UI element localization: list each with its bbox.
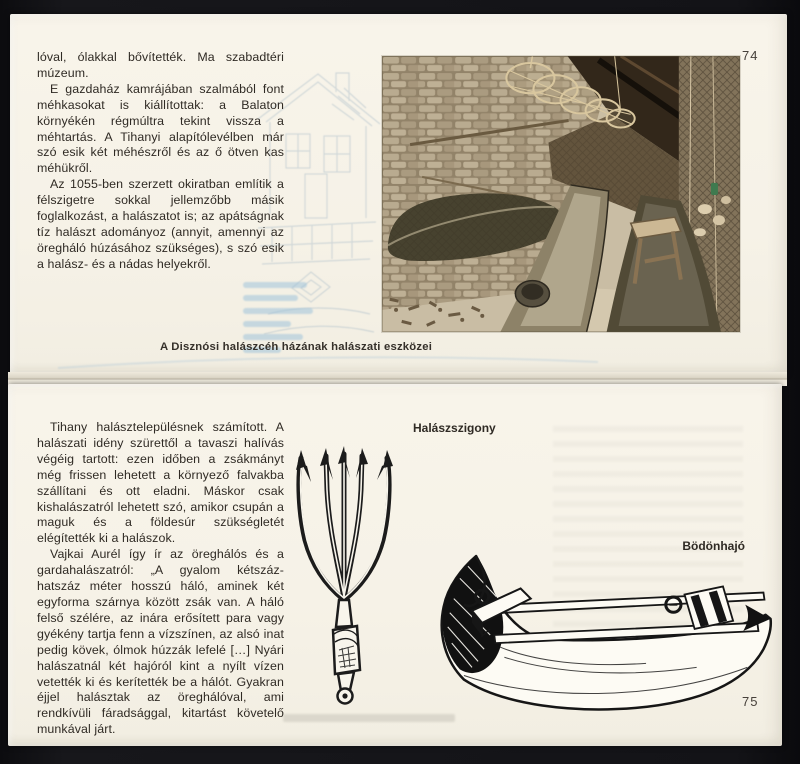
- figure-label-dugout-boat: Bödönhajó: [682, 539, 745, 553]
- page-number-75: 75: [742, 694, 759, 709]
- dugout-boat-drawing: [423, 548, 773, 718]
- page-75: [8, 384, 782, 746]
- body-text-column-75: [37, 420, 284, 738]
- fishing-spear-drawing: [276, 420, 414, 708]
- museum-interior-photo: [382, 56, 740, 332]
- paragraph: lóval, ólakkal bővítették. Ma szabadtéri múzeum.: [37, 50, 284, 80]
- page-number-74: 74: [742, 48, 759, 63]
- paragraph: Vajkai Aurél így ír az öreghálós és a gardahalászatról: „A gyalom kétszáz-hatszáz méter hosszú háló, aminek két egyforma szárnya között zsák van. A háló felső szélére, az inára erősített para vagy gyékény tartja fenn a vízszínen, az alsó inat pedig kövek, ólmok húzzák lefelé […] Nyári halászatnál két hajóról kint a nyílt vízen vetették ki és kerítették be a hálót. Gyakran éjjel halásztak az öreghálóval, ami rendkívüli fáradsággal, kitartást követelő munkával járt.: [37, 547, 284, 737]
- paragraph: Tihany halásztelepülésnek számított. A halászati idény szürettől a tavaszi halívás végéig tartott: ezen időben a zsákmányt még frissen lehetett a környező falvakba szállítani és ott eladni. Máskor csak kishalászatról lehetett szó, amikor csupán a maguk és a földesúr szükségletét elégítették ki a halászok.: [37, 420, 284, 546]
- body-text-column-74: [37, 50, 284, 273]
- photo-caption: A Disznósi halászcéh házának halászati eszközei: [160, 341, 433, 353]
- page-74: [10, 14, 787, 374]
- paragraph: Az 1055-ben szerzett okiratban említik a félszigetre sokkal jellemzőbb másik foglalkozást, a halászatot is; az apátságnak tíz halászt adományoz (annyit, amennyi az öregháló húzásához szükséges), s szó esik a halász- és a nádas helyekről.: [37, 177, 284, 271]
- figure-label-fishing-spear: Halászszigony: [413, 421, 496, 435]
- paragraph: E gazdaház kamrájában szalmából font méhkasokat is kiállítottak: a Balaton környékén régmúltra tekint vissza a méhtartás. A Tihanyi alapítólevélben már szó esik két méhészről és az ő ötven kas méhükről.: [37, 81, 284, 176]
